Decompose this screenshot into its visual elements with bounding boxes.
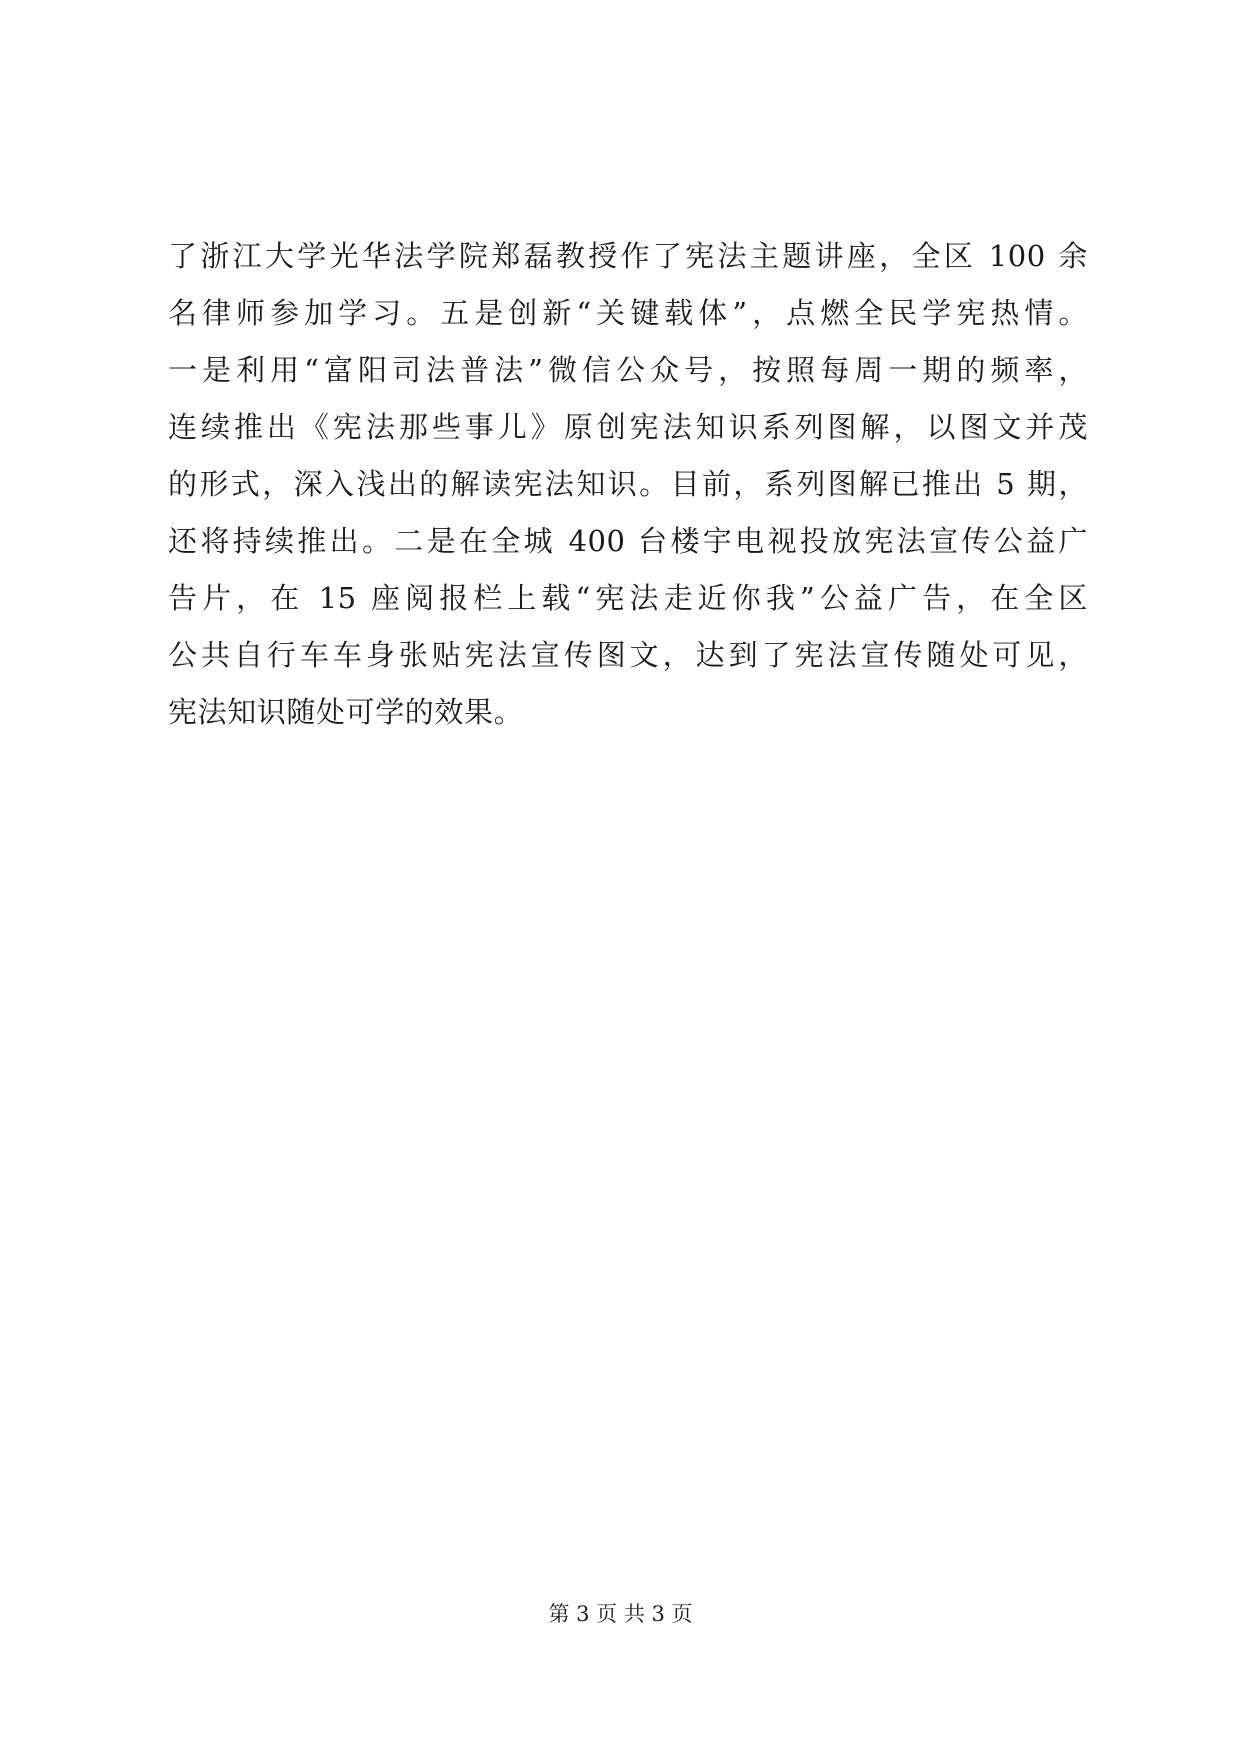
text-line-5: 的形式，深入浅出的解读宪法知识。目前，系列图解已推出 5 期， (168, 467, 1088, 501)
text-line-7: 告片，在 15 座阅报栏上载“宪法走近你我”公益广告，在全区 (168, 581, 1088, 615)
text-line-4: 连续推出《宪法那些事儿》原创宪法知识系列图解，以图文并茂 (168, 410, 1088, 444)
text-line-8: 公共自行车车身张贴宪法宣传图文，达到了宪法宣传随处可见， (168, 638, 1088, 672)
text-line-3: 一是利用“富阳司法普法”微信公众号，按照每周一期的频率， (168, 353, 1088, 387)
page-footer (0, 1599, 1241, 1629)
page-number-label: 第 3 页 共 3 页 (548, 1602, 693, 1626)
text-line-1: 了浙江大学光华法学院郑磊教授作了宪法主题讲座，全区 100 余 (168, 239, 1088, 273)
text-line-6: 还将持续推出。二是在全城 400 台楼宇电视投放宪法宣传公益广 (168, 524, 1088, 558)
text-line-2: 名律师参加学习。五是创新“关键载体”，点燃全民学宪热情。 (168, 296, 1088, 330)
text-line-9: 宪法知识随处可学的效果。 (168, 695, 524, 729)
body-paragraph (168, 228, 1088, 741)
